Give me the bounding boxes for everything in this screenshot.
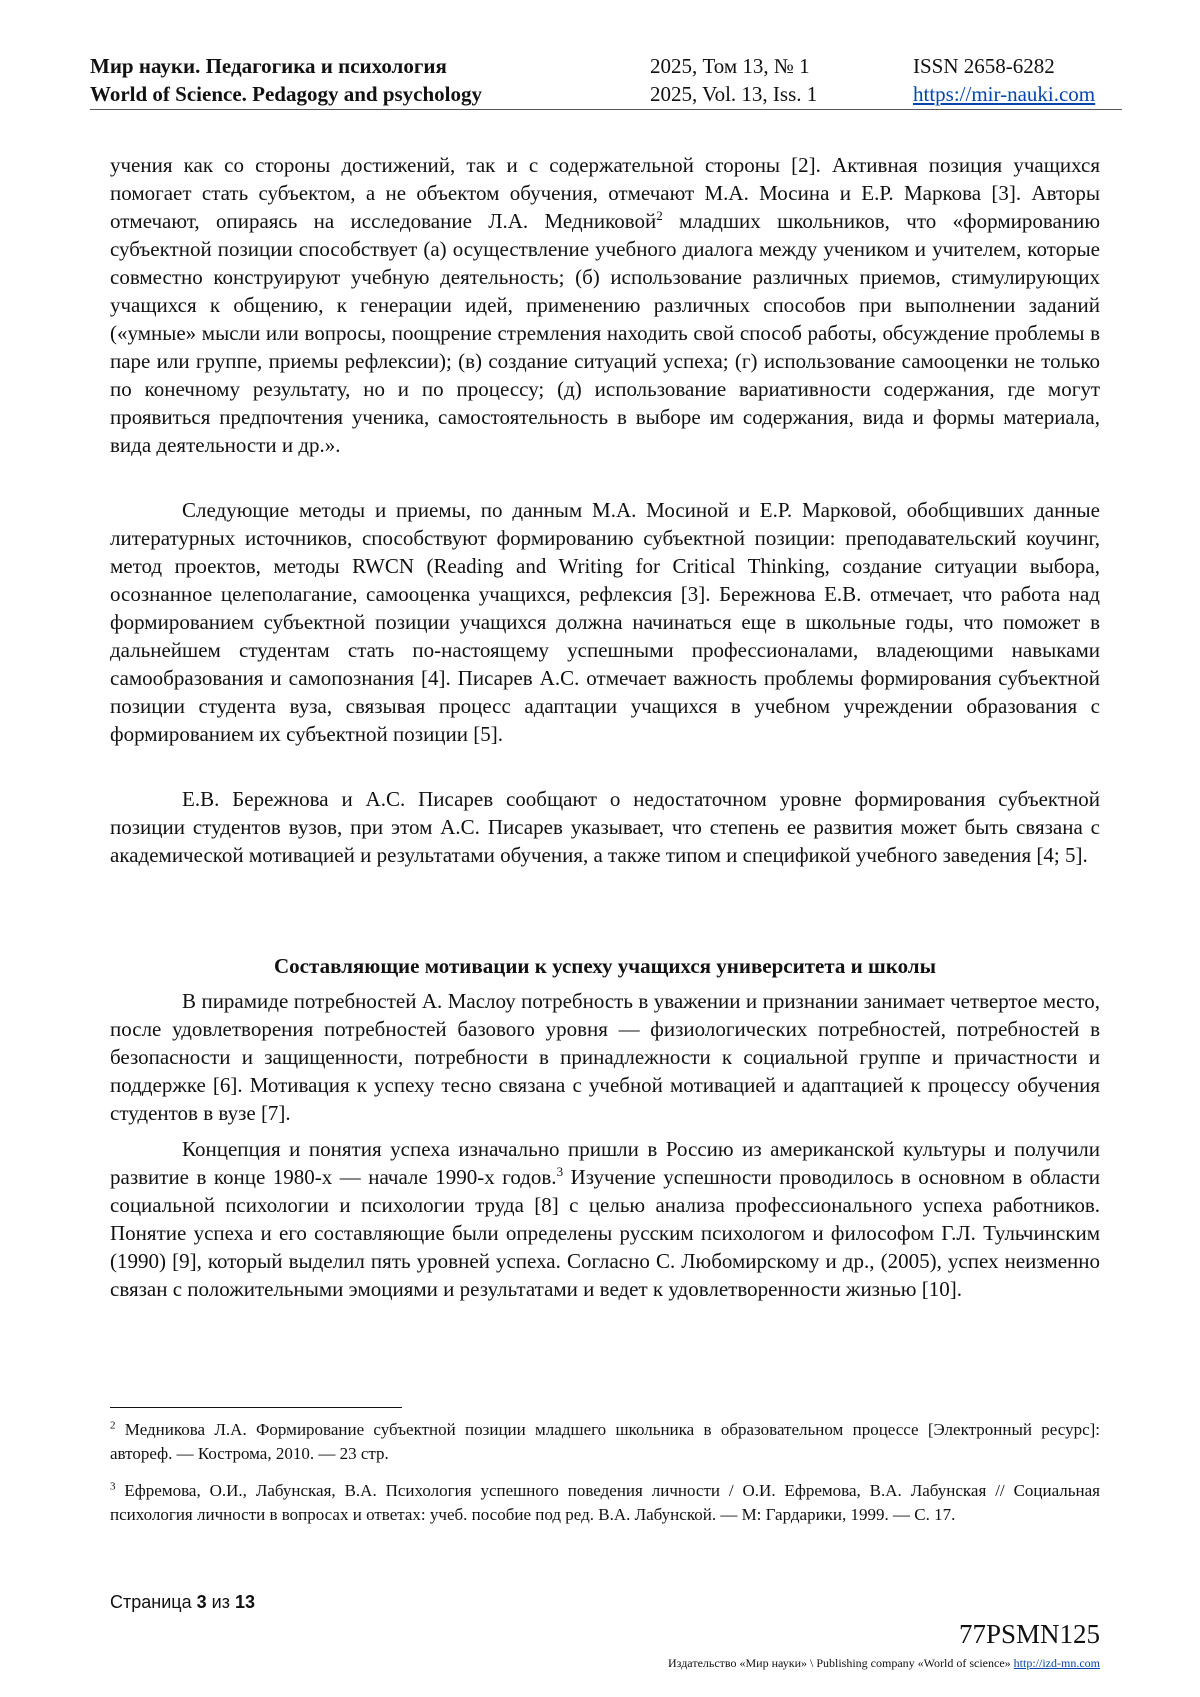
page-current: 3	[196, 1592, 207, 1612]
footnote-ref-3[interactable]: 3	[556, 1164, 564, 1179]
footnote-2-text: Медникова Л.А. Формирование субъектной позиции младшего школьника в образовательном процессе [Электронный ресурс]: автореф. — Кострома, 2010. — 23 стр.	[110, 1420, 1100, 1463]
publisher-url-link[interactable]: http://izd-mn.com	[1013, 1656, 1100, 1670]
issue-info	[650, 52, 817, 108]
footnote-2	[110, 1418, 1100, 1466]
page-number	[110, 1590, 255, 1614]
issue-ru: 2025, Том 13, № 1	[650, 54, 810, 78]
footnote-2-number: 2	[110, 1419, 116, 1432]
paragraph-5-text-cont: Изучение успешности проводилось в основном в области социальной психологии и психологии труда [8] с целью анализа профессионального успеха работников. Понятие успеха и его составляющие были определены русским психологом и философом Г.Л. Тульчинским (1990) [9], который выделил пять уровней успеха. Согласно С. Любомирскому и др., (2005), успех неизменно связан с положительными эмоциями и результатами и ведет к удовлетворенности жизнью [10].	[110, 1165, 1100, 1301]
section-heading: Составляющие мотивации к успеху учащихся университета и школы	[274, 954, 936, 978]
footnote-3	[110, 1479, 1100, 1527]
page-word: Страница	[110, 1592, 192, 1612]
paragraph-1	[110, 151, 1100, 459]
footnote-divider	[110, 1407, 402, 1408]
paragraph-1-text: учения как со стороны достижений, так и с содержательной стороны [2]. Активная позиция учащихся помогает стать субъектом, а не объектом обучения, отмечают М.А. Мосина и Е.Р. Маркова [3]. Авторы отмечают, опираясь на исследование Л.А. Медниковой	[110, 153, 1100, 233]
footnote-3-text: Ефремова, О.И., Лабунская, В.А. Психология успешного поведения личности / О.И. Ефремова, В.А. Лабунская // Социальная психология личности в вопросах и ответах: учеб. пособие под ред. В.А. Лабунской. — М: Гардарики, 1999. — С. 17.	[110, 1481, 1100, 1524]
journal-title-ru: Мир науки. Педагогика и психология	[90, 54, 447, 78]
paragraph-5	[110, 1135, 1100, 1303]
footnote-ref-2[interactable]: 2	[656, 208, 663, 223]
publisher-line	[668, 1655, 1100, 1671]
page-of: из	[211, 1592, 230, 1612]
issn: ISSN 2658-6282	[913, 54, 1055, 78]
issn-info	[913, 52, 1095, 108]
page-total: 13	[234, 1592, 255, 1612]
publisher-name: Издательство «Мир науки» \ Publishing company «World of science»	[668, 1656, 1011, 1670]
paragraph-1-text-cont: младших школьников, что «формированию субъектной позиции способствует (а) осуществление учебного диалога между учеником и учителем, которые совместно конструируют учебную деятельность; (б) использование различных приемов, стимулирующих учащихся к общению, к генерации идей, применению различных способов при выполнении заданий («умные» мысли или вопросы, поощрение стремления находить свой способ работы, обсуждение проблемы в паре или группе, приемы рефлексии); (в) создание ситуаций успеха; (г) использование самооценки не только по конечному результату, но и по процессу; (д) использование вариативности содержания, где могут проявиться предпочтения ученика, самостоятельность в выборе им содержания, вида и формы материала, вида деятельности и др.».	[110, 209, 1101, 457]
paragraph-3: Е.В. Бережнова и А.С. Писарев сообщают о недостаточном уровне формирования субъектной позиции студентов вузов, при этом А.С. Писарев указывает, что степень ее развития может быть связана с академической мотивацией и результатами обучения, а также типом и спецификой учебного заведения [4; 5].	[110, 787, 1100, 867]
footnote-3-number: 3	[110, 1480, 116, 1493]
paragraph-4: В пирамиде потребностей А. Маслоу потребность в уважении и признании занимает четвертое место, после удовлетворения потребностей базового уровня — физиологических потребностей, потребностей в безопасности и защищенности, потребности в принадлежности к социальной группе и причастности и поддержке [6]. Мотивация к успеху тесно связана с учебной мотивацией и адаптацией к процессу обучения студентов в вузе [7].	[110, 989, 1100, 1125]
paragraph-5-text: Концепция и понятия успеха изначально пришли в Россию из американской культуры и получили развитие в конце 1980-х — начале 1990-х годов.	[110, 1137, 1100, 1189]
paragraph-2: Следующие методы и приемы, по данным М.А. Мосиной и Е.Р. Марковой, обобщивших данные литературных источников, способствуют формированию субъектной позиции: преподавательский коучинг, метод проектов, методы RWCN (Reading and Writing for Critical Thinking, создание ситуации выбора, осознанное целеполагание, самооценка учащихся, рефлексия [3]. Бережнова Е.В. отмечает, что работа над формированием субъектной позиции учащихся должна начинаться еще в школьные годы, что поможет в дальнейшем студентам стать по-настоящему успешными профессионалами, владеющими навыками самообразования и самопознания [4]. Писарев А.С. отмечает важность проблемы формирования субъектной позиции студента вуза, связывая процесс адаптации учащихся в учебном учреждении образования с формированием их субъектной позиции [5].	[110, 498, 1100, 746]
issue-en: 2025, Vol. 13, Iss. 1	[650, 82, 818, 106]
journal-title-en: World of Science. Pedagogy and psychology	[90, 82, 483, 106]
article-code: 77PSMN125	[958, 1619, 1100, 1649]
page-header	[90, 52, 1122, 110]
journal-title	[90, 52, 482, 108]
journal-url-link[interactable]: https://mir-nauki.com	[913, 82, 1096, 106]
